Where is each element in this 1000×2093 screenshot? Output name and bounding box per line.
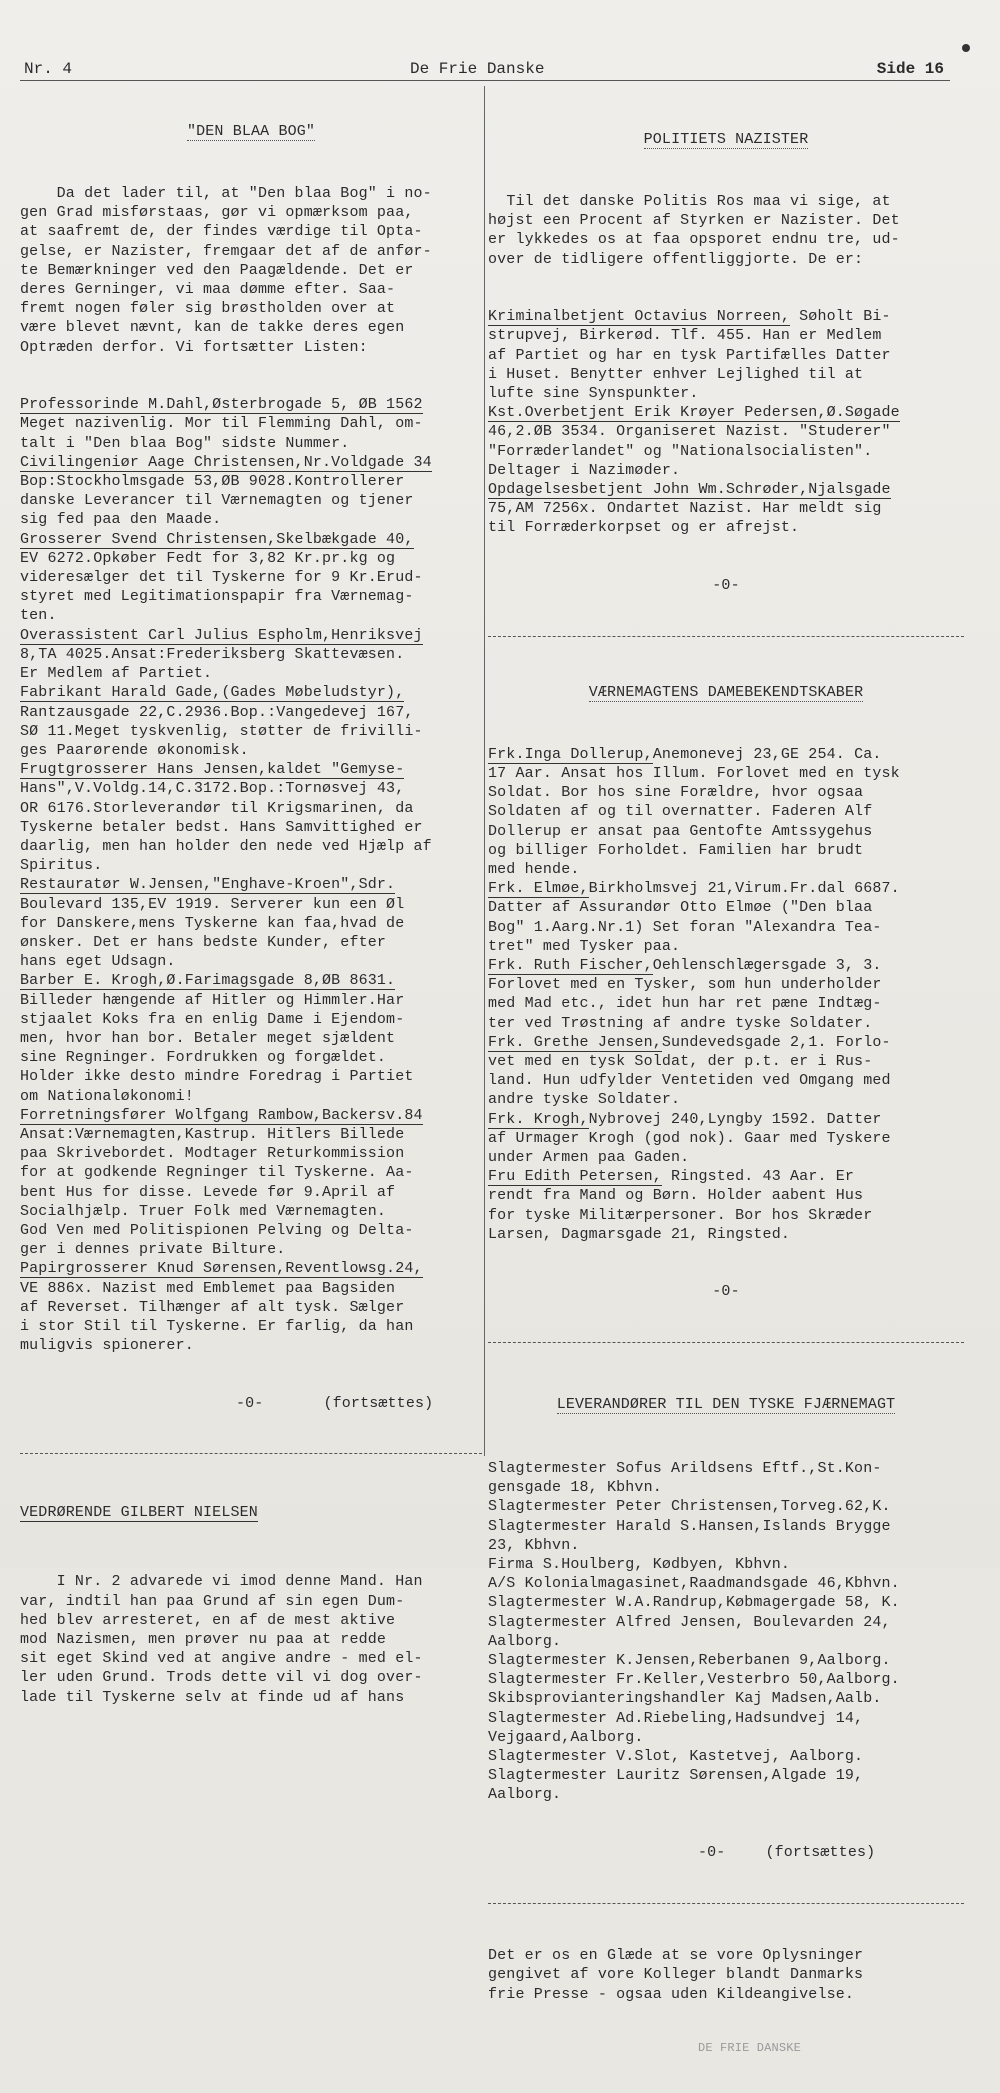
entry-address: Birkholmsvej 21,Virum.Fr.dal 6687. <box>588 880 900 898</box>
entry-name: Frk. Ruth Fischer, <box>488 956 653 974</box>
continued-note: (fortsættes) <box>765 1844 876 1862</box>
section-separator <box>488 1342 964 1343</box>
entry-address: Ringsted. 43 Aar. Er <box>661 1168 855 1186</box>
list-item <box>488 879 964 956</box>
list-item <box>20 530 482 626</box>
list-item <box>488 745 964 879</box>
list-item <box>488 403 964 480</box>
entry-text: Boulevard 135,EV 1919. Serverer kun een Øl for Danskere,mens Tyskerne kan faa,hvad de ønsker. Det er hans bedste Kunder, efter hans eget Udsagn. <box>20 895 405 971</box>
entry-text: af Urmager Krogh (god nok). Gaar med Tyskere under Armen paa Gaden. <box>488 1129 891 1166</box>
list-item <box>20 626 482 684</box>
entry-name: Forretningsfører Wolfgang Rambow,Backersv.84 <box>20 1106 423 1124</box>
politiets-nazister-intro: Til det danske Politis Ros maa vi sige, at højst een Procent af Styrken er Nazister. Det er lykkedes os at faa opsporet endnu tre, ud- over de tidligere offentliggjorte. De er: <box>488 193 900 268</box>
entry-text: Ansat:Værnemagten,Kastrup. Hitlers Billede paa Skrivebordet. Modtager Returkommission for at godkende Regninger til Tyskerne. Aa- bent Hus for disse. Levede før 9.April af Socialhjælp. Truer Folk med Værnemagten. God Ven med Politispionen Pelving og Delta- ger i dennes private Bilture. <box>20 1125 414 1259</box>
entry-address: Sundevedsgade 2,1. Forlo- <box>661 1033 891 1051</box>
den-blaa-bog-footer <box>20 1394 482 1413</box>
list-item <box>488 1167 964 1244</box>
entry-name: Kst.Overbetjent Erik Krøyer Pedersen,Ø.Søgade <box>488 404 900 422</box>
entry-name: Frk. Elmøe, <box>488 880 589 898</box>
entry-text: rendt fra Mand og Børn. Holder aabent Hus for tyske Militærpersoner. Bor hos Skræder Larsen, Dagmarsgade 21, Ringsted. <box>488 1187 873 1243</box>
entry-name: Overassistent Carl Julius Espholm,Henriksvej <box>20 626 423 644</box>
paper-title: De Frie Danske <box>410 60 545 78</box>
entry-text: strupvej, Birkerød. Tlf. 455. Han er Medlem af Partiet og har en tysk Partifælles Datter i Huset. Benytter enhver Lejlighed til at lufte sine Synspunkter. <box>488 327 891 403</box>
entry-address: Søholt Bi- <box>790 308 891 326</box>
list-item <box>20 1106 482 1260</box>
issue-number: Nr. 4 <box>24 60 73 78</box>
entry-text: VE 886x. Nazist med Emblemet paa Bagsiden af Reverset. Tilhænger af alt tysk. Sælger i stor Stil til Tyskerne. Er farlig, da han muligvis spionerer. <box>20 1279 414 1355</box>
list-item <box>20 760 482 875</box>
page-number: Side 16 <box>876 60 944 78</box>
closing-note: Det er os en Glæde at se vore Oplysninger gengivet af vore Kolleger blandt Danmarks frie Presse - ogsaa uden Kildeangivelse. <box>488 1947 864 2003</box>
left-column <box>20 84 482 1745</box>
entry-name: Frk. Krogh, <box>488 1110 589 1128</box>
entry-name: Opdagelsesbetjent John Wm.Schrøder,Njalsgade <box>488 481 891 499</box>
entry-name: Fabrikant Harald Gade,(Gades Møbeludstyr), <box>20 684 405 702</box>
list-item <box>20 971 482 1105</box>
section-end-mark: -0- <box>698 1844 726 1862</box>
entry-text: Hans",V.Voldg.14,C.3172.Bop.:Tornøsvej 43, OR 6176.Storleverandør til Krigsmarinen, da Tyskerne betaler bedst. Hans Samvittighed er daarlig, men han holder den nede ved Hjælp af Spiritus. <box>20 780 432 875</box>
list-item <box>20 395 482 453</box>
section-end-mark: -0- <box>712 577 740 595</box>
gilbert-nielsen-text: I Nr. 2 advarede vi imod denne Mand. Han var, indtil han paa Grund af sin egen Dum- hed blev arresteret, en af de mest aktive mod Nazismen, men prøver nu paa at redde sit eget Skind ved at angive andre - med el- ler uden Grund. Trods dette vil vi dog over- lade til Tyskerne selv at finde ud af hans <box>20 1573 423 1706</box>
right-column <box>488 84 964 2093</box>
section-heading-den-blaa-bog: "DEN BLAA BOG" <box>186 123 316 141</box>
section-heading-gilbert-nielsen: VEDRØRENDE GILBERT NIELSEN <box>20 1503 258 1521</box>
leverandoerer-list: Slagtermester Sofus Arildsens Eftf.,St.Kon- gensgade 18, Kbhvn. Slagtermester Peter Christensen,Torveg.62,K. Slagtermester Harald S.Hansen,Islands Brygge 23, Kbhvn. Firma S.Houlberg, Kødbyen, Kbhvn. A/S Kolonialmagasinet,Raadmandsgade 46,Kbhvn. Slagtermester W.A.Randrup,Købmagergade 58, K. Slagtermester Alfred Jensen, Boulevarden 24, Aalborg. Slagtermester K.Jensen,Reberbanen 9,Aalborg. Slagtermester Fr.Keller,Vesterbro 50,Aalborg. Skibsprovianteringshandler Kaj Madsen,Aalb. Slagtermester Ad.Riebeling,Hadsundvej 14, Vejgaard,Aalborg. Slagtermester V.Slot, Kastetvej, Aalborg. Slagtermester Lauritz Sørensen,Algade 19, Aalborg. <box>488 1460 900 1804</box>
list-item <box>20 683 482 760</box>
section-separator <box>488 636 964 637</box>
entry-text: vet med en tysk Soldat, der p.t. er i Rus- land. Hun udfylder Ventetiden ved Omgang med andre tyske Soldater. <box>488 1052 891 1109</box>
margin-dot <box>962 44 970 52</box>
list-item <box>20 1259 482 1355</box>
den-blaa-bog-list <box>20 395 482 1355</box>
entry-text: Meget nazivenlig. Mor til Flemming Dahl, om- talt i "Den blaa Bog" sidste Nummer. <box>20 415 423 452</box>
entry-text: 46,2.ØB 3534. Organiseret Nazist. "Studerer" "Forræderlandet" og "Nationalsocialisten". Deltager i Nazimøder. <box>488 423 891 479</box>
list-item <box>488 480 964 538</box>
entry-name: Restauratør W.Jensen,"Enghave-Kroen",Sdr. <box>20 876 396 894</box>
damebekendtskaber-list <box>488 745 964 1244</box>
entry-name: Frk. Grethe Jensen, <box>488 1033 662 1051</box>
section-end-mark: -0- <box>712 1283 740 1301</box>
section-heading-politiets-nazister: POLITIETS NAZISTER <box>643 131 809 149</box>
list-item <box>488 1110 964 1168</box>
column-divider <box>484 86 485 1456</box>
list-item <box>488 1033 964 1110</box>
entry-name: Papirgrosserer Knud Sørensen,Reventlowsg.24, <box>20 1260 423 1278</box>
entry-address: Anemonevej 23,GE 254. Ca. <box>652 745 882 763</box>
list-item <box>20 875 482 971</box>
entry-text: Forlovet med en Tysker, som hun underholder med Mad etc., idet hun har ret pæne Indtæg- ter ved Trøstning af andre tyske Soldater. <box>488 976 882 1032</box>
entry-text: Bop:Stockholmsgade 53,ØB 9028.Kontrollerer danske Leverancer til Værnemagten og tjener sig fed paa den Maade. <box>20 473 414 529</box>
entry-text: EV 6272.Opkøber Fedt for 3,82 Kr.pr.kg og videresælger det til Tyskerne for 9 Kr.Erud- styret med Legitimationspapir fra Værnemag- ten. <box>20 549 423 625</box>
entry-text: 8,TA 4025.Ansat:Frederiksberg Skattevæsen. Er Medlem af Partiet. <box>20 645 405 683</box>
list-item <box>488 956 964 1033</box>
header-rule <box>20 80 950 81</box>
entry-name: Professorinde M.Dahl,Østerbrogade 5, ØB 1562 <box>20 396 423 414</box>
entry-name: Barber E. Krogh,Ø.Farimagsgade 8,ØB 8631. <box>20 972 396 990</box>
entry-text: Datter af Assurandør Otto Elmøe ("Den blaa Bog" 1.Aarg.Nr.1) Set foran "Alexandra Tea- tret" med Tysker paa. <box>488 899 882 955</box>
politiets-nazister-list <box>488 307 964 537</box>
den-blaa-bog-intro: Da det lader til, at "Den blaa Bog" i no- gen Grad misførstaas, gør vi opmærksom paa, at saafremt de, der findes værdige til Opta- gelse, er Nazister, fremgaar det af de anfør- te Bemærkninger ved den Paagældende. Det er deres Gerninger, vi maa dømme efter. Saa- fremt nogen føler sig brøstholden over at være blevet nævnt, kan de takke deres egen Optræden derfor. Vi fortsætter Listen: <box>20 185 432 356</box>
entry-name: Grosserer Svend Christensen,Skelbækgade 40, <box>20 530 414 548</box>
entry-name: Fru Edith Petersen, <box>488 1168 662 1186</box>
list-item <box>20 453 482 530</box>
entry-name: Civilingeniør Aage Christensen,Nr.Voldgade 34 <box>20 453 432 471</box>
continued-note: (fortsættes) <box>323 1394 434 1412</box>
section-separator <box>488 1903 964 1904</box>
list-item <box>488 307 964 403</box>
entry-address: Nybrovej 240,Lyngby 1592. Datter <box>588 1110 882 1128</box>
entry-name: Frugtgrosserer Hans Jensen,kaldet "Gemyse- <box>20 761 405 779</box>
section-heading-damebekendtskaber: VÆRNEMAGTENS DAMEBEKENDTSKABER <box>588 684 864 702</box>
entry-text: 17 Aar. Ansat hos Illum. Forlovet med en tysk Soldat. Bor hos sine Forældre, hvor ogsaa Soldaten af og til overnatter. Faderen Alf Dollerup er ansat paa Gentofte Amtssygehus og billiger Forholdet. Familien har brudt med hende. <box>488 764 900 878</box>
signoff: DE FRIE DANSKE <box>698 2041 801 2056</box>
section-heading-leverandoerer: LEVERANDØRER TIL DEN TYSKE FJÆRNEMAGT <box>556 1396 896 1414</box>
entry-text: Rantzausgade 22,C.2936.Bop.:Vangedevej 167, SØ 11.Meget tyskvenlig, støtter de frivilli- ges Paarørende økonomisk. <box>20 703 423 759</box>
masthead <box>24 56 944 82</box>
entry-name: Frk.Inga Dollerup, <box>488 745 653 763</box>
entry-name: Kriminalbetjent Octavius Norreen, <box>488 308 790 326</box>
leverandoerer-footer <box>488 1843 964 1862</box>
entry-text: 75,AM 7256x. Ondartet Nazist. Har meldt sig til Forræderkorpset og er afrejst. <box>488 500 882 537</box>
section-separator <box>20 1453 482 1454</box>
entry-text: Billeder hængende af Hitler og Himmler.Har stjaalet Koks fra en enlig Dame i Ejendom- men, hvor han bor. Betaler meget sjældent sine Regninger. Fordrukken og forgældet. Holder ikke desto mindre Foredrag i Partiet om Nationaløkonomi! <box>20 991 414 1105</box>
section-end-mark: -0- <box>236 1394 264 1412</box>
entry-address: Oehlenschlægersgade 3, 3. <box>652 956 882 974</box>
